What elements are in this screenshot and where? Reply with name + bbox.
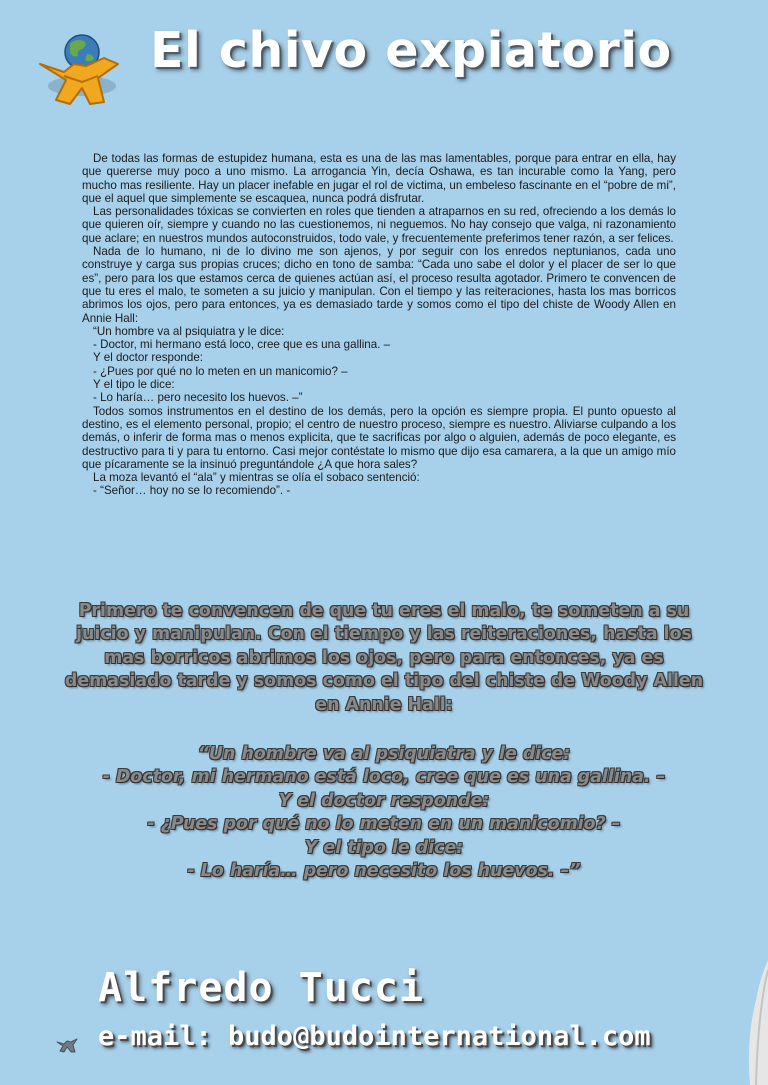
article-paragraph: Las personalidades tóxicas se convierten en roles que tienden a atraparnos en su red, ofreciendo a los demás lo que quieren oír, siempre y cuando no las cuestionemos, ni neguemos. No hay consejo que valga, ni razonamiento que aclare; en nuestros mundos autoconstruidos, todo vale, y frecuentemente preferimos tener razón, a ser felices. <box>82 205 676 245</box>
pull-quote-line: - Doctor, mi hermano está loco, cree que es una gallina. – <box>102 767 666 788</box>
page-title: El chivo expiatorio <box>150 22 672 79</box>
small-figure-icon <box>56 1036 78 1054</box>
pull-quote <box>62 600 706 883</box>
pull-quote-line: Y el tipo le dice: <box>304 837 464 858</box>
article-paragraph: - Lo haría… pero necesito los huevos. –” <box>93 391 303 405</box>
article-paragraph: Todos somos instrumentos en el destino de los demás, pero la opción es siempre propia. El punto opuesto al destino, es el elemento personal, propio; el centro de nuestro proceso, siempre es nuestro. Aliviarse culpando a los demás, o inferir de forma mas o menos explicita, que te sacrificas por algo o alguien, además de poco elegante, es destructivo para ti y para tu entorno. Casi mejor contéstate lo mismo que dijo esa camarera, a la que un amigo mío que pícaramente se la insinuó preguntándole ¿A que hora sales? <box>82 404 676 471</box>
uniform-fabric-decoration <box>746 960 768 1085</box>
pull-quote-line: Y el doctor responde: <box>278 790 490 811</box>
pull-quote-line: “Un hombre va al psiquiatra y le dice: <box>197 744 571 765</box>
author-email[interactable]: e-mail: budo@budointernational.com <box>98 1021 651 1052</box>
article-paragraph: - “Señor… hoy no se lo recomiendo”. - <box>93 484 291 498</box>
pull-quote-intro: Primero te convencen de que tu eres el malo, te someten a su juicio y manipulan. Con el tiempo y las reiteraciones, hasta los mas borricos abrimos los ojos, pero para entonces, ya es demasiado tarde y somos como el tipo del chiste de Woody Allen en Annie Hall: <box>64 601 704 715</box>
article-paragraph: La moza levantó el “ala” y mientras se olía el sobaco sentenció: <box>93 471 420 485</box>
article-paragraph: - Doctor, mi hermano está loco, cree que es una gallina. – <box>93 338 391 352</box>
article-body <box>82 152 676 498</box>
article-paragraph: Y el tipo le dice: <box>93 378 175 392</box>
article-paragraph: “Un hombre va al psiquiatra y le dice: <box>93 324 285 338</box>
pull-quote-joke <box>62 743 706 883</box>
author-name: Alfredo Tucci <box>98 965 425 1011</box>
article-paragraph: De todas las formas de estupidez humana, esta es una de las mas lamentables, porque para entrar en ella, hay que quererse muy poco a uno mismo. La arrogancia Yin, decía Oshawa, es tan incurable como la Yang, pero mucho mas resiliente. Hay un placer inefable en jugar el rol de victima, un embeleso fascinante en el “pobre de mi”, que el aquel que simplemente se escaquea, nunca podrá disfrutar. <box>82 152 676 205</box>
article-paragraph: Nada de lo humano, ni de lo divino me son ajenos, y por seguir con los enredos neptunianos, cada uno construye y carga sus propias cruces; dicho en tono de samba: “Cada uno sabe el dolor y el placer de ser lo que es”, pero para los que estamos cerca de quienes actúan así, el proceso resulta agotador. Primero te convencen de que tu eres el malo, te someten a su juicio y manipulan. Con el tiempo y las reiteraciones, hasta los mas borricos abrimos los ojos, pero para entonces, ya es demasiado tarde y somos como el tipo del chiste de Woody Allen en Annie Hall: <box>82 245 676 325</box>
globe-figure-logo-icon <box>34 30 122 114</box>
article-paragraph: Y el doctor responde: <box>93 351 203 365</box>
pull-quote-line: - ¿Pues por qué no lo meten en un manicomio? – <box>147 814 621 835</box>
article-paragraph: - ¿Pues por qué no lo meten en un manicomio? – <box>93 364 348 378</box>
pull-quote-line: - Lo haría… pero necesito los huevos. –” <box>187 861 581 882</box>
